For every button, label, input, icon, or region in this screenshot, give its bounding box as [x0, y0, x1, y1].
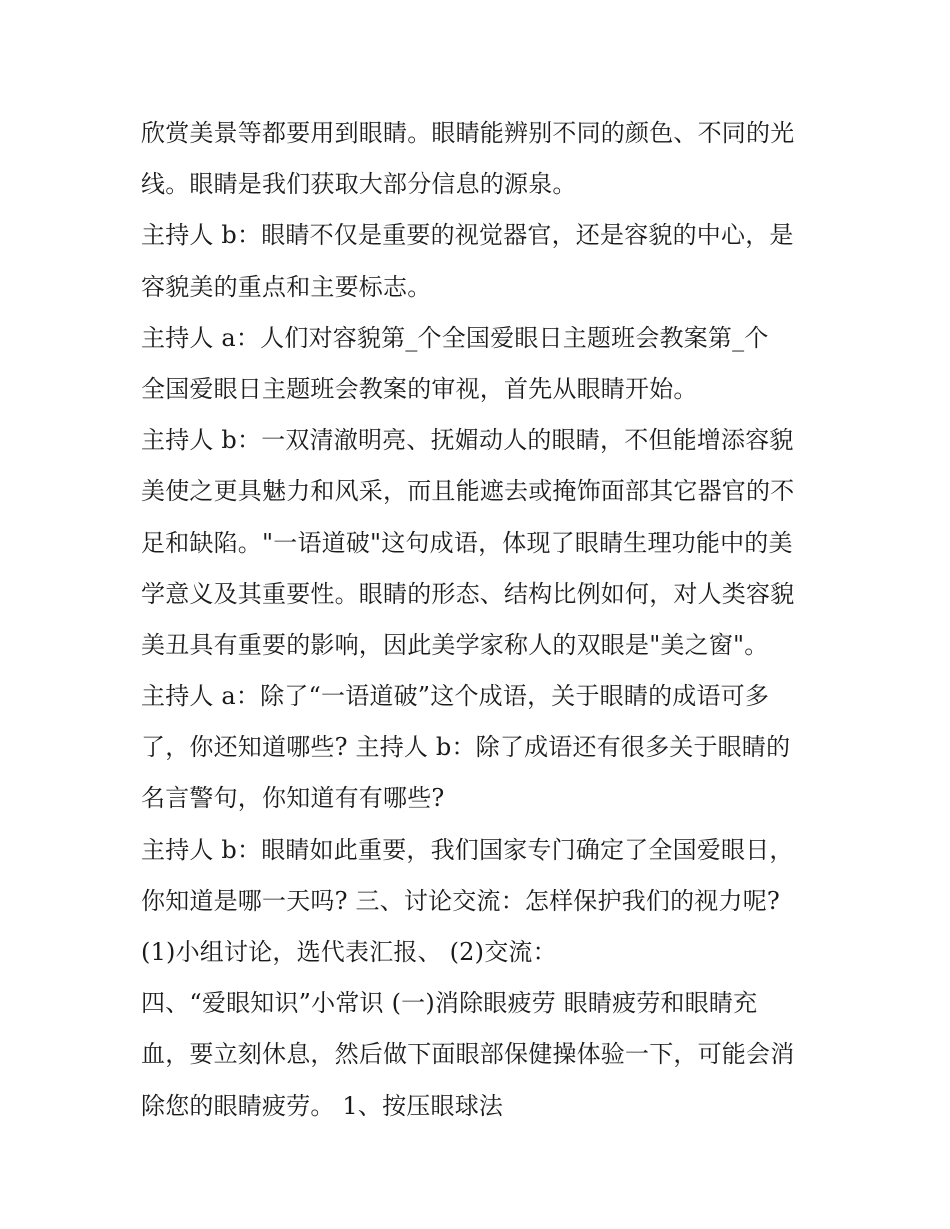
- body-text: [141, 108, 831, 1132]
- text-line: 美丑具有重要的影响，因此美学家称人的双眼是"美之窗"。: [141, 630, 769, 659]
- text-line: 除您的眼睛疲劳。 1、按压眼球法: [141, 1091, 504, 1120]
- text-line: 四、“爱眼知识”小常识 (一)消除眼疲劳 眼睛疲劳和眼睛充: [141, 989, 758, 1018]
- text-line: 容貌美的重点和主要标志。: [141, 272, 432, 301]
- text-line: 名言警句，你知道有有哪些?: [141, 784, 445, 813]
- text-line: 美使之更具魅力和风采，而且能遮去或掩饰面部其它器官的不: [141, 477, 795, 506]
- text-line: 欣赏美景等都要用到眼睛。眼睛能辨别不同的颜色、不同的光: [141, 119, 795, 147]
- text-line: 线。眼睛是我们获取大部分信息的源泉。: [141, 170, 577, 199]
- text-line: 了，你还知道哪些? 主持人 b：除了成语还有很多关于眼睛的: [141, 733, 791, 762]
- text-line: 血，要立刻休息，然后做下面眼部保健操体验一下，可能会消: [141, 1040, 795, 1069]
- text-line: 你知道是哪一天吗? 三、讨论交流：怎样保护我们的视力呢?: [141, 886, 780, 915]
- text-line: 足和缺陷。"一语道破"这句成语，体现了眼睛生理功能中的美: [141, 528, 793, 557]
- text-line: 学意义及其重要性。眼睛的形态、结构比例如何，对人类容貌: [141, 579, 795, 608]
- text-line: (1)小组讨论，选代表汇报、 (2)交流：: [141, 938, 557, 966]
- text-line: 主持人 a：人们对容貌第_个全国爱眼日主题班会教案第_个: [141, 323, 769, 352]
- text-line: 主持人 b：一双清澈明亮、抚媚动人的眼睛，不但能增添容貌: [141, 426, 794, 455]
- text-line: 主持人 b：眼睛如此重要，我们国家专门确定了全国爱眼日，: [141, 835, 794, 864]
- text-line: 主持人 b：眼睛不仅是重要的视觉器官，还是容貌的中心，是: [141, 221, 794, 250]
- text-line: 主持人 a：除了“一语道破”这个成语，关于眼睛的成语可多: [141, 682, 770, 711]
- text-line: 全国爱眼日主题班会教案的审视，首先从眼睛开始。: [141, 374, 698, 403]
